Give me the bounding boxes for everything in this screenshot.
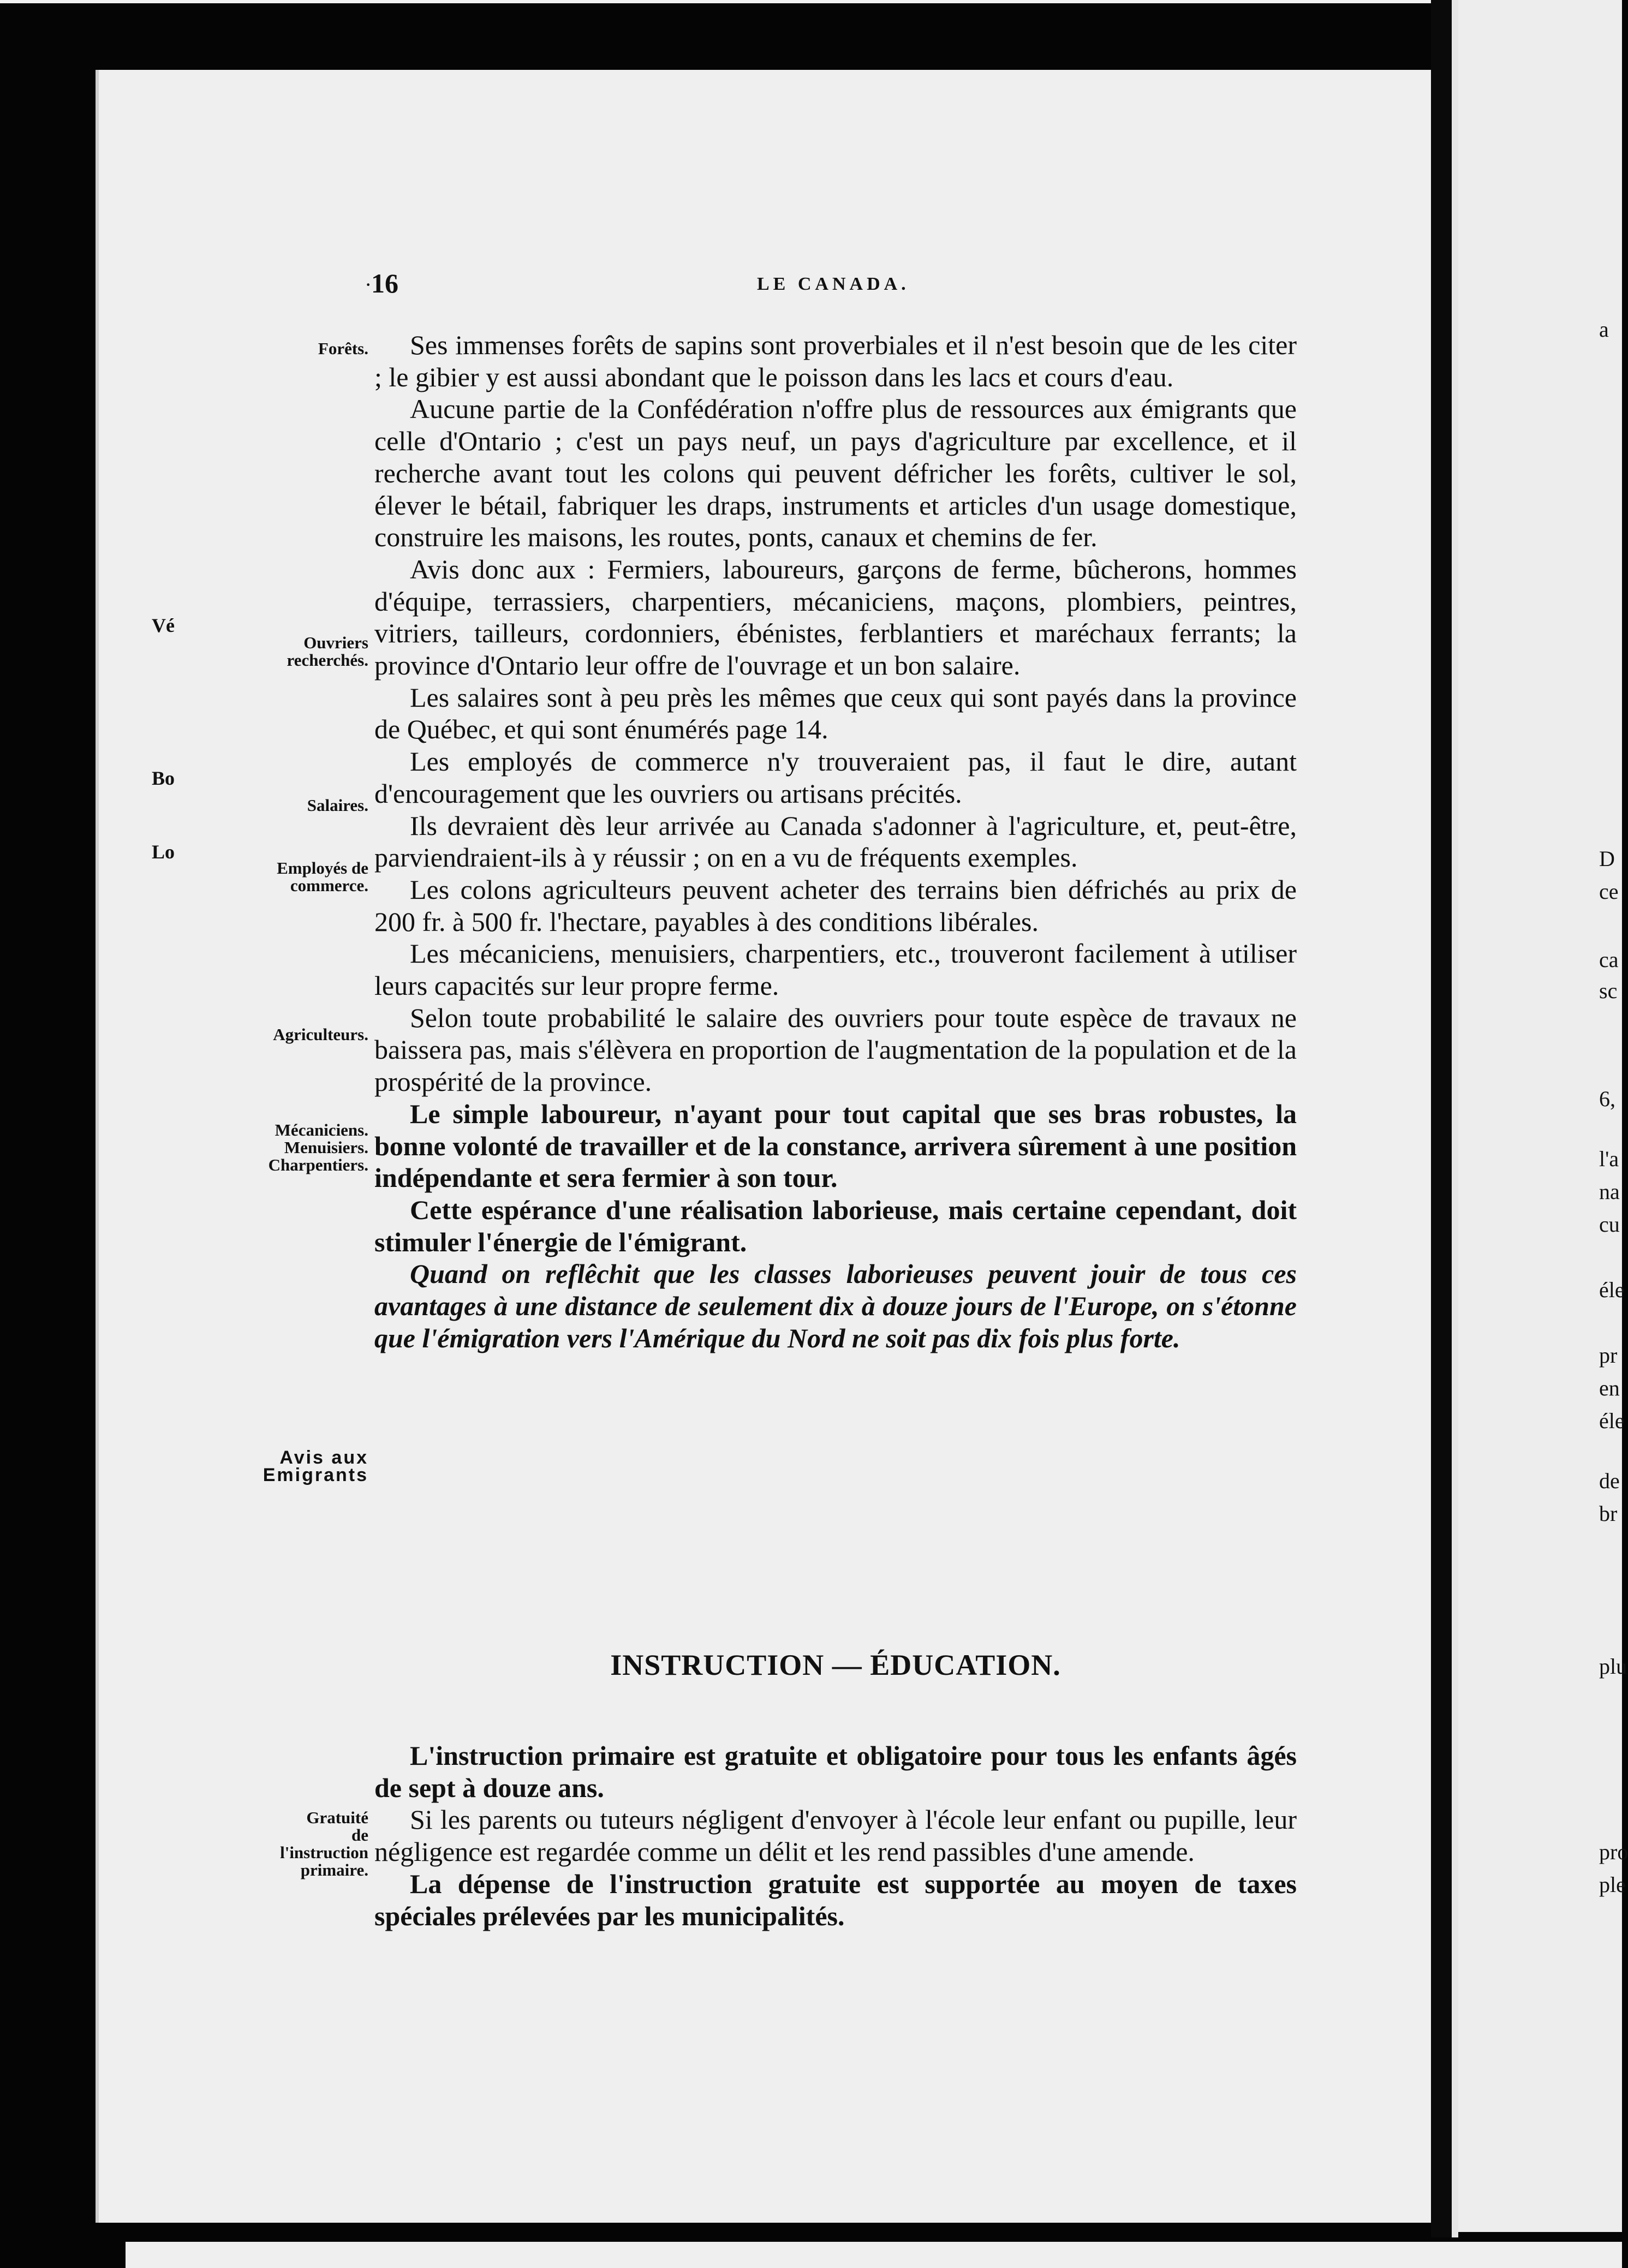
paragraph-quand: Quand on reflêchit que les classes laborieuses peuvent jouir de tous ces avantages à une distance de seulement dix à douze jours de l'Europe, on s'étonne que l'émigration vers l'Amérique du Nord ne soit pas dix fois plus forte. (374, 1258, 1297, 1353)
paragraph-laboureur: Le simple laboureur, n'ayant pour tout capital que ses bras robustes, la bonne volonté de travailler et de la constance, arrivera sûrement à une position indépendante et sera fermier à son tour. (374, 1098, 1297, 1193)
paragraph-colons: Les colons agriculteurs peuvent acheter des terrains bien défrichés au prix de 200 fr. à 500 fr. l'hectare, payables à des conditions libérales. (374, 874, 1297, 937)
adjacent-page-fragment: a (1599, 317, 1609, 342)
margin-note-avis: Avis aux Emigrants (263, 1447, 368, 1485)
adjacent-page-fragment: de (1599, 1469, 1620, 1493)
previous-page-fragment: Vé (152, 614, 175, 636)
adjacent-page-fragment: cu (1599, 1212, 1620, 1237)
previous-page-fragment: Bo (152, 767, 175, 789)
margin-note-agriculteurs: Agriculteurs. (273, 1025, 368, 1044)
adjacent-page-fragment: D (1599, 846, 1615, 871)
adjacent-page-fragment: ple (1599, 1872, 1626, 1897)
ink-speck: · (365, 272, 372, 297)
paragraph-salaires: Les salaires sont à peu près les mêmes que ceux qui sont payés dans la province de Québec, et qui sont énumérés page 14. (374, 682, 1297, 745)
running-header (371, 267, 1326, 300)
margin-note-employes: Employés de commerce. (277, 858, 368, 895)
margin-note-gratuite: Gratuité de l'instruction primaire. (280, 1808, 368, 1879)
paragraph-aucune: Aucune partie de la Confédération n'offre plus de ressources aux émigrants que celle d'Ontario ; c'est un pays neuf, un pays d'agriculture par excellence, et il recherche avant tout les colons qui peuvent défricher les forêts, cultiver le sol, élever le bétail, fabriquer les draps, instruments et articles d'un usage domestique, construire les maisons, les routes, ponts, canaux et chemins de fer. (374, 393, 1297, 553)
running-title: LE CANADA. (757, 274, 910, 294)
adjacent-page-fragment: sc (1599, 978, 1618, 1003)
adjacent-page-fragment: en (1599, 1376, 1620, 1400)
paragraph-esperance: Cette espérance d'une réalisation laborieuse, mais certaine cependant, doit stimuler l'énergie de l'émigrant. (374, 1194, 1297, 1257)
adjacent-page-fragment: plu (1599, 1654, 1627, 1679)
adjacent-page-fragment: éle (1599, 1278, 1625, 1302)
paragraph-parents: Si les parents ou tuteurs négligent d'envoyer à l'école leur enfant ou pupille, leur négligence est regardée comme un délit et les rend passibles d'une amende. (374, 1804, 1297, 1867)
adjacent-page-fragment: br (1599, 1501, 1618, 1526)
paragraph-avis-donc: Avis donc aux : Fermiers, laboureurs, garçons de ferme, bûcherons, hommes d'équipe, terrassiers, charpentiers, mécaniciens, maçons, plombiers, peintres, vitriers, tailleurs, cordonniers, ébénistes, ferblantiers et maréchaux ferrants; la province d'Ontario leur offre de l'ouvrage et un bon salaire. (374, 553, 1297, 681)
paragraph-instruction: L'instruction primaire est gratuite et obligatoire pour tous les enfants âgés de sept à douze ans. (374, 1740, 1297, 1803)
paragraph-employes: Les employés de commerce n'y trouveraient pas, il faut le dire, autant d'encouragement que les ouvriers ou artisans précités. (374, 746, 1297, 809)
adjacent-page-fragment: 6, (1599, 1087, 1615, 1111)
margin-note-forets: Forêts. (318, 339, 368, 358)
adjacent-page-fragment: éle (1599, 1408, 1625, 1433)
adjacent-page-fragment: ca (1599, 947, 1619, 972)
adjacent-page-fragment: ce (1599, 879, 1619, 904)
adjacent-page-fragment: l'a (1599, 1147, 1619, 1171)
paragraph-forets: Ses immenses forêts de sapins sont proverbiales et il n'est besoin que de les citer ; le gibier y est aussi abondant que le poisson dans les lacs et cours d'eau. (374, 330, 1297, 392)
page-number: 16 (371, 268, 398, 299)
margin-note-mecaniciens: Mécaniciens. Menuisiers. Charpentiers. (268, 1120, 368, 1174)
margin-note-salaires: Salaires. (307, 796, 368, 815)
section-heading: INSTRUCTION — ÉDUCATION. (610, 1649, 1061, 1681)
paragraph-mecaniciens: Les mécaniciens, menuisiers, charpentiers, etc., trouveront facilement à utiliser leurs capacités sur leur propre ferme. (374, 938, 1297, 1001)
education-text (374, 1740, 1297, 1932)
adjacent-page-fragment: na (1599, 1179, 1620, 1204)
adjacent-page-fragment: pr (1599, 1343, 1618, 1368)
adjacent-page-fragment: pro (1599, 1840, 1628, 1864)
previous-page-fragment: Lo (152, 841, 175, 863)
paragraph-depense: La dépense de l'instruction gratuite est supportée au moyen de taxes spéciales prélevées par les municipalités. (374, 1868, 1297, 1931)
body-text (374, 329, 1297, 1354)
paragraph-selon: Selon toute probabilité le salaire des ouvriers pour toute espèce de travaux ne baissera pas, mais s'élèvera en proportion de l'augmentation de la population et de la prospérité de la province. (374, 1002, 1297, 1097)
paragraph-ils-devraient: Ils devraient dès leur arrivée au Canada s'adonner à l'agriculture, et, peut-être, parviendraient-ils à y réussir ; on en a vu de fréquents exemples. (374, 810, 1297, 873)
margin-note-ouvriers: Ouvriers recherchés. (287, 633, 368, 670)
